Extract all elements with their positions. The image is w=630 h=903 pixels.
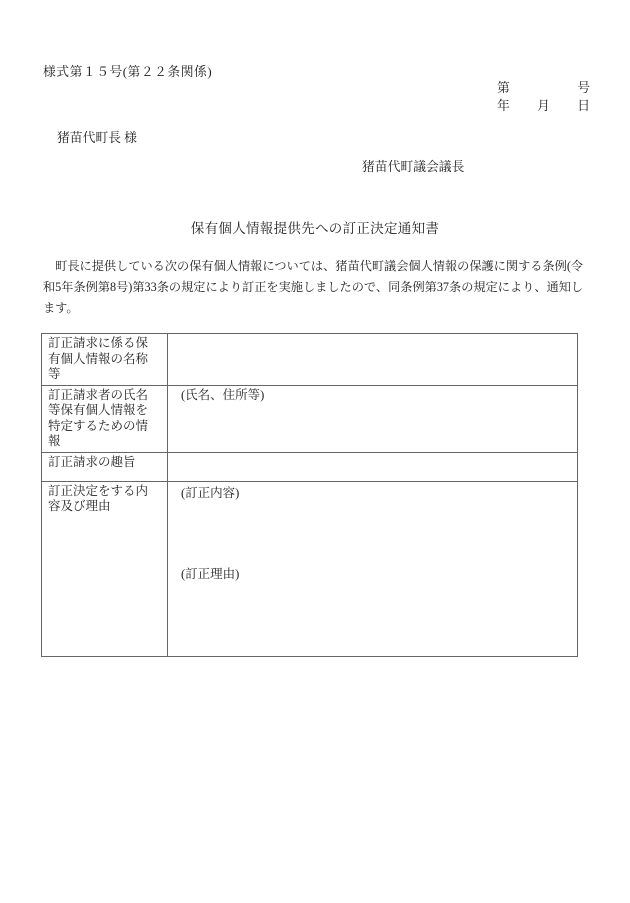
row-label-requester-identity: 訂正請求者の氏名等保有個人情報を特定するための情報 xyxy=(42,385,168,452)
doc-number-suffix: 号 xyxy=(577,81,590,95)
correction-content-placeholder: (訂正内容) xyxy=(181,485,240,500)
row-label-request-purpose: 訂正請求の趣旨 xyxy=(42,452,168,481)
row-value-information-name xyxy=(168,334,578,386)
row-label-decision-content: 訂正決定をする内容及び理由 xyxy=(42,481,168,656)
document-number-line xyxy=(497,77,590,96)
body-paragraph: 町長に提供している次の保有個人情報については、猪苗代町議会個人情報の保護に関する条例(令和5年条例第8号)第33条の規定により訂正を実施しましたので、同条例第37条の規定により、通知します。 xyxy=(43,259,584,315)
row-value-decision-content xyxy=(168,481,578,656)
table-row-request-purpose xyxy=(42,452,578,481)
date-year-label: 年 xyxy=(497,99,510,113)
row-value-requester-identity: (氏名、住所等) xyxy=(168,385,578,452)
sender-line: 猪苗代町議会議長 xyxy=(362,160,465,174)
addressee-line: 猪苗代町長 様 xyxy=(57,131,137,145)
correction-reason-placeholder: (訂正理由) xyxy=(181,567,240,581)
date-line xyxy=(497,95,590,114)
table-row-decision-content xyxy=(42,481,578,656)
table-row-requester-identity xyxy=(42,385,578,452)
row-value-request-purpose xyxy=(168,452,578,481)
date-month-label: 月 xyxy=(537,99,550,113)
row-label-information-name: 訂正請求に係る保有個人情報の名称等 xyxy=(42,334,168,386)
doc-number-prefix: 第 xyxy=(497,81,510,95)
document-title: 保有個人情報提供先への訂正決定通知書 xyxy=(190,221,440,236)
form-table xyxy=(41,333,578,657)
form-number-label: 様式第１５号(第２２条関係) xyxy=(43,65,213,79)
date-day-label: 日 xyxy=(577,99,590,113)
table-row-information-name xyxy=(42,334,578,386)
